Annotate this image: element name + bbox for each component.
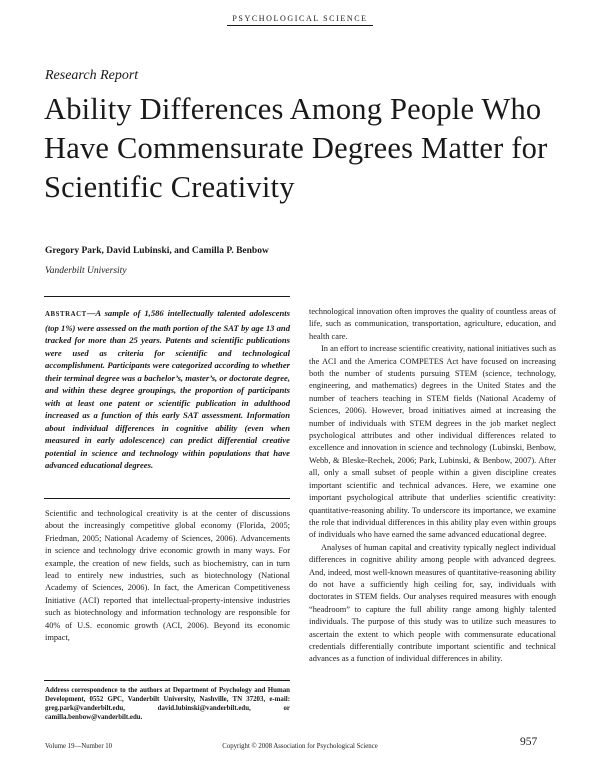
abstract-top-rule bbox=[44, 296, 290, 297]
body-right-column bbox=[309, 306, 556, 666]
body-paragraph: In an effort to increase scientific creativity, national initiatives such as the ACI and the America COMPETES Act have focused on increasing both the number of students pursuing STEM (science, technology, engineering, and mathematics) degrees in the United States and the number of teachers teaching in STEM fields (National Academy of Sciences, 2006). However, broad initiatives aimed at increasing the number of individuals with STEM degrees in the job market neglect psychological attributes and other individual differences related to excellence and innovation in science and technology (Lubinski, Benbow, Webb, & Bleske-Rechek, 2006; Park, Lubinski, & Benbow, 2007). After all, only a small subset of people within a given discipline creates important scientific and technical advances. Here, we examine one important psychological attribute that underlies scientific creativity: quantitative-reasoning ability. To underscore its importance, we examine the role that individual differences in this ability play even within groups of individuals who have earned the same advanced educational degree. bbox=[309, 344, 556, 540]
copyright-notice: Copyright © 2008 Association for Psychological Science bbox=[222, 743, 378, 750]
article-title: Ability Differences Among People Who Have Commensurate Degrees Matter for Scientific Creativity bbox=[44, 92, 548, 204]
footnote-rule bbox=[44, 680, 290, 681]
header-rule bbox=[227, 25, 373, 26]
abstract-bottom-rule bbox=[44, 498, 290, 499]
body-paragraph: technological innovation often improves the quality of countless areas of life, such as communication, transportation, agriculture, education, and health care. bbox=[309, 307, 556, 341]
abstract-text: A sample of 1,586 intellectually talented adolescents (top 1%) were assessed on the math portion of the SAT by age 13 and tracked for more than 25 years. Patents and scientific publications were used as criteria for scientific and technological accomplishment. Participants were categorized according to whether their terminal degree was a bachelor’s, master’s, or doctorate degree, and within these degree groupings, the proportion of participants with at least one patent or scientific publication in adulthood increased as a function of this early SAT assessment. Information about individual differences in cognitive ability (even when measured in early adolescence) can predict differential creative potential in science and technology within populations that have advanced educational degrees. bbox=[45, 308, 290, 470]
correspondence-footnote: Address correspondence to the authors at Department of Psychology and Human Development, 0552 GPC, Vanderbilt University, Nashville, TN 37203, e-mail: greg.park@vanderbilt.edu, david.lubinski@vanderbilt.edu, or camilla.benbow@vanderbilt.edu. bbox=[45, 687, 290, 721]
journal-name: PSYCHOLOGICAL SCIENCE bbox=[232, 14, 368, 23]
body-left-column bbox=[45, 508, 290, 644]
affiliation: Vanderbilt University bbox=[45, 266, 127, 276]
abstract-label: ABSTRACT bbox=[45, 311, 87, 318]
page-number: 957 bbox=[520, 736, 538, 748]
volume-number: Volume 19—Number 10 bbox=[45, 743, 113, 750]
body-paragraph: Scientific and technological creativity is at the center of discussions about the increasingly competitive global economy (Florida, 2005; Friedman, 2005; National Academy of Sciences, 2006). Advancements in science and technology drive economic growth in many ways. For example, the creation of new fields, such as biochemistry, can in turn lead to entirely new industries, such as biotechnology (National Academy of Sciences, 2006). In fact, the American Competitiveness Initiative (ACI) reported that intellectual-property-intensive industries such as biotechnology and information technology are responsible for 40% of U.S. economic growth (ACI, 2006). Beyond its economic impact, bbox=[45, 509, 290, 643]
abstract-dash: — bbox=[86, 308, 96, 318]
author-list: Gregory Park, David Lubinski, and Camilla P. Benbow bbox=[45, 246, 269, 256]
abstract bbox=[45, 307, 290, 472]
body-paragraph: Analyses of human capital and creativity typically neglect individual differences in cognitive ability among people with advanced degrees. And, indeed, most well-known measures of quantitative-reasoning ability do not have a sufficiently high ceiling for, say, individuals with doctorates in STEM fields. Our analyses required measures with enough “headroom” to capture the full ability range among highly talented individuals. The purpose of this study was to utilize such measures to ascertain the extent to which people with commensurate educational credentials differentially contribute important scientific and technical advances as a function of individual differences in ability. bbox=[309, 542, 556, 664]
article-type: Research Report bbox=[45, 68, 139, 83]
